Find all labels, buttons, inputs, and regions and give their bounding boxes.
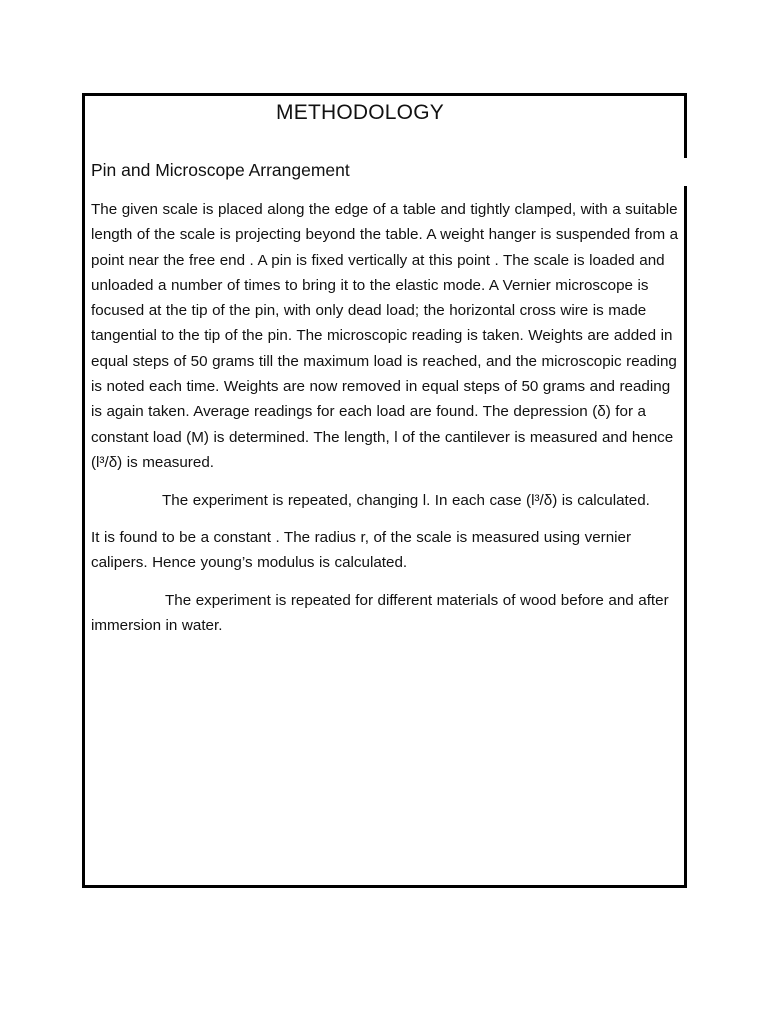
paragraph-constant-result: It is found to be a constant . The radius r, of the scale is measured using vernier calipers. Hence young’s modulus is calculated. [91, 529, 632, 572]
border-gap [683, 158, 688, 186]
section-heading: Pin and Microscope Arrangement [91, 160, 350, 180]
page-title: METHODOLOGY [276, 101, 444, 124]
paragraph-repeat-length: The experiment is repeated, changing l. In each case (l³/δ) is calculated. [162, 492, 650, 509]
paragraph-procedure: The given scale is placed along the edge of a table and tightly clamped, with a suitable length of the scale is projecting beyond the table. A weight hanger is suspended from a point near the free end . A pin is fixed vertically at this point . The scale is loaded and unloaded a number of times to bring it to the elastic mode. A Vernier microscope is focused at the tip of the pin, with only dead load; the horizontal cross wire is made tangential to the tip of the pin. The microscopic reading is taken. Weights are added in equal steps of 50 grams till the maximum load is reached, and the microscopic reading is noted each time. Weights are now removed in equal steps of 50 grams and reading is again taken. Average readings for each load are found. The depression (δ) for a constant load (M) is determined. The length, l of the cantilever is measured and hence (l³/δ) is measured. [91, 201, 679, 471]
paragraph-repeat-materials: The experiment is repeated for different materials of wood before and after immersion in water. [91, 592, 669, 635]
